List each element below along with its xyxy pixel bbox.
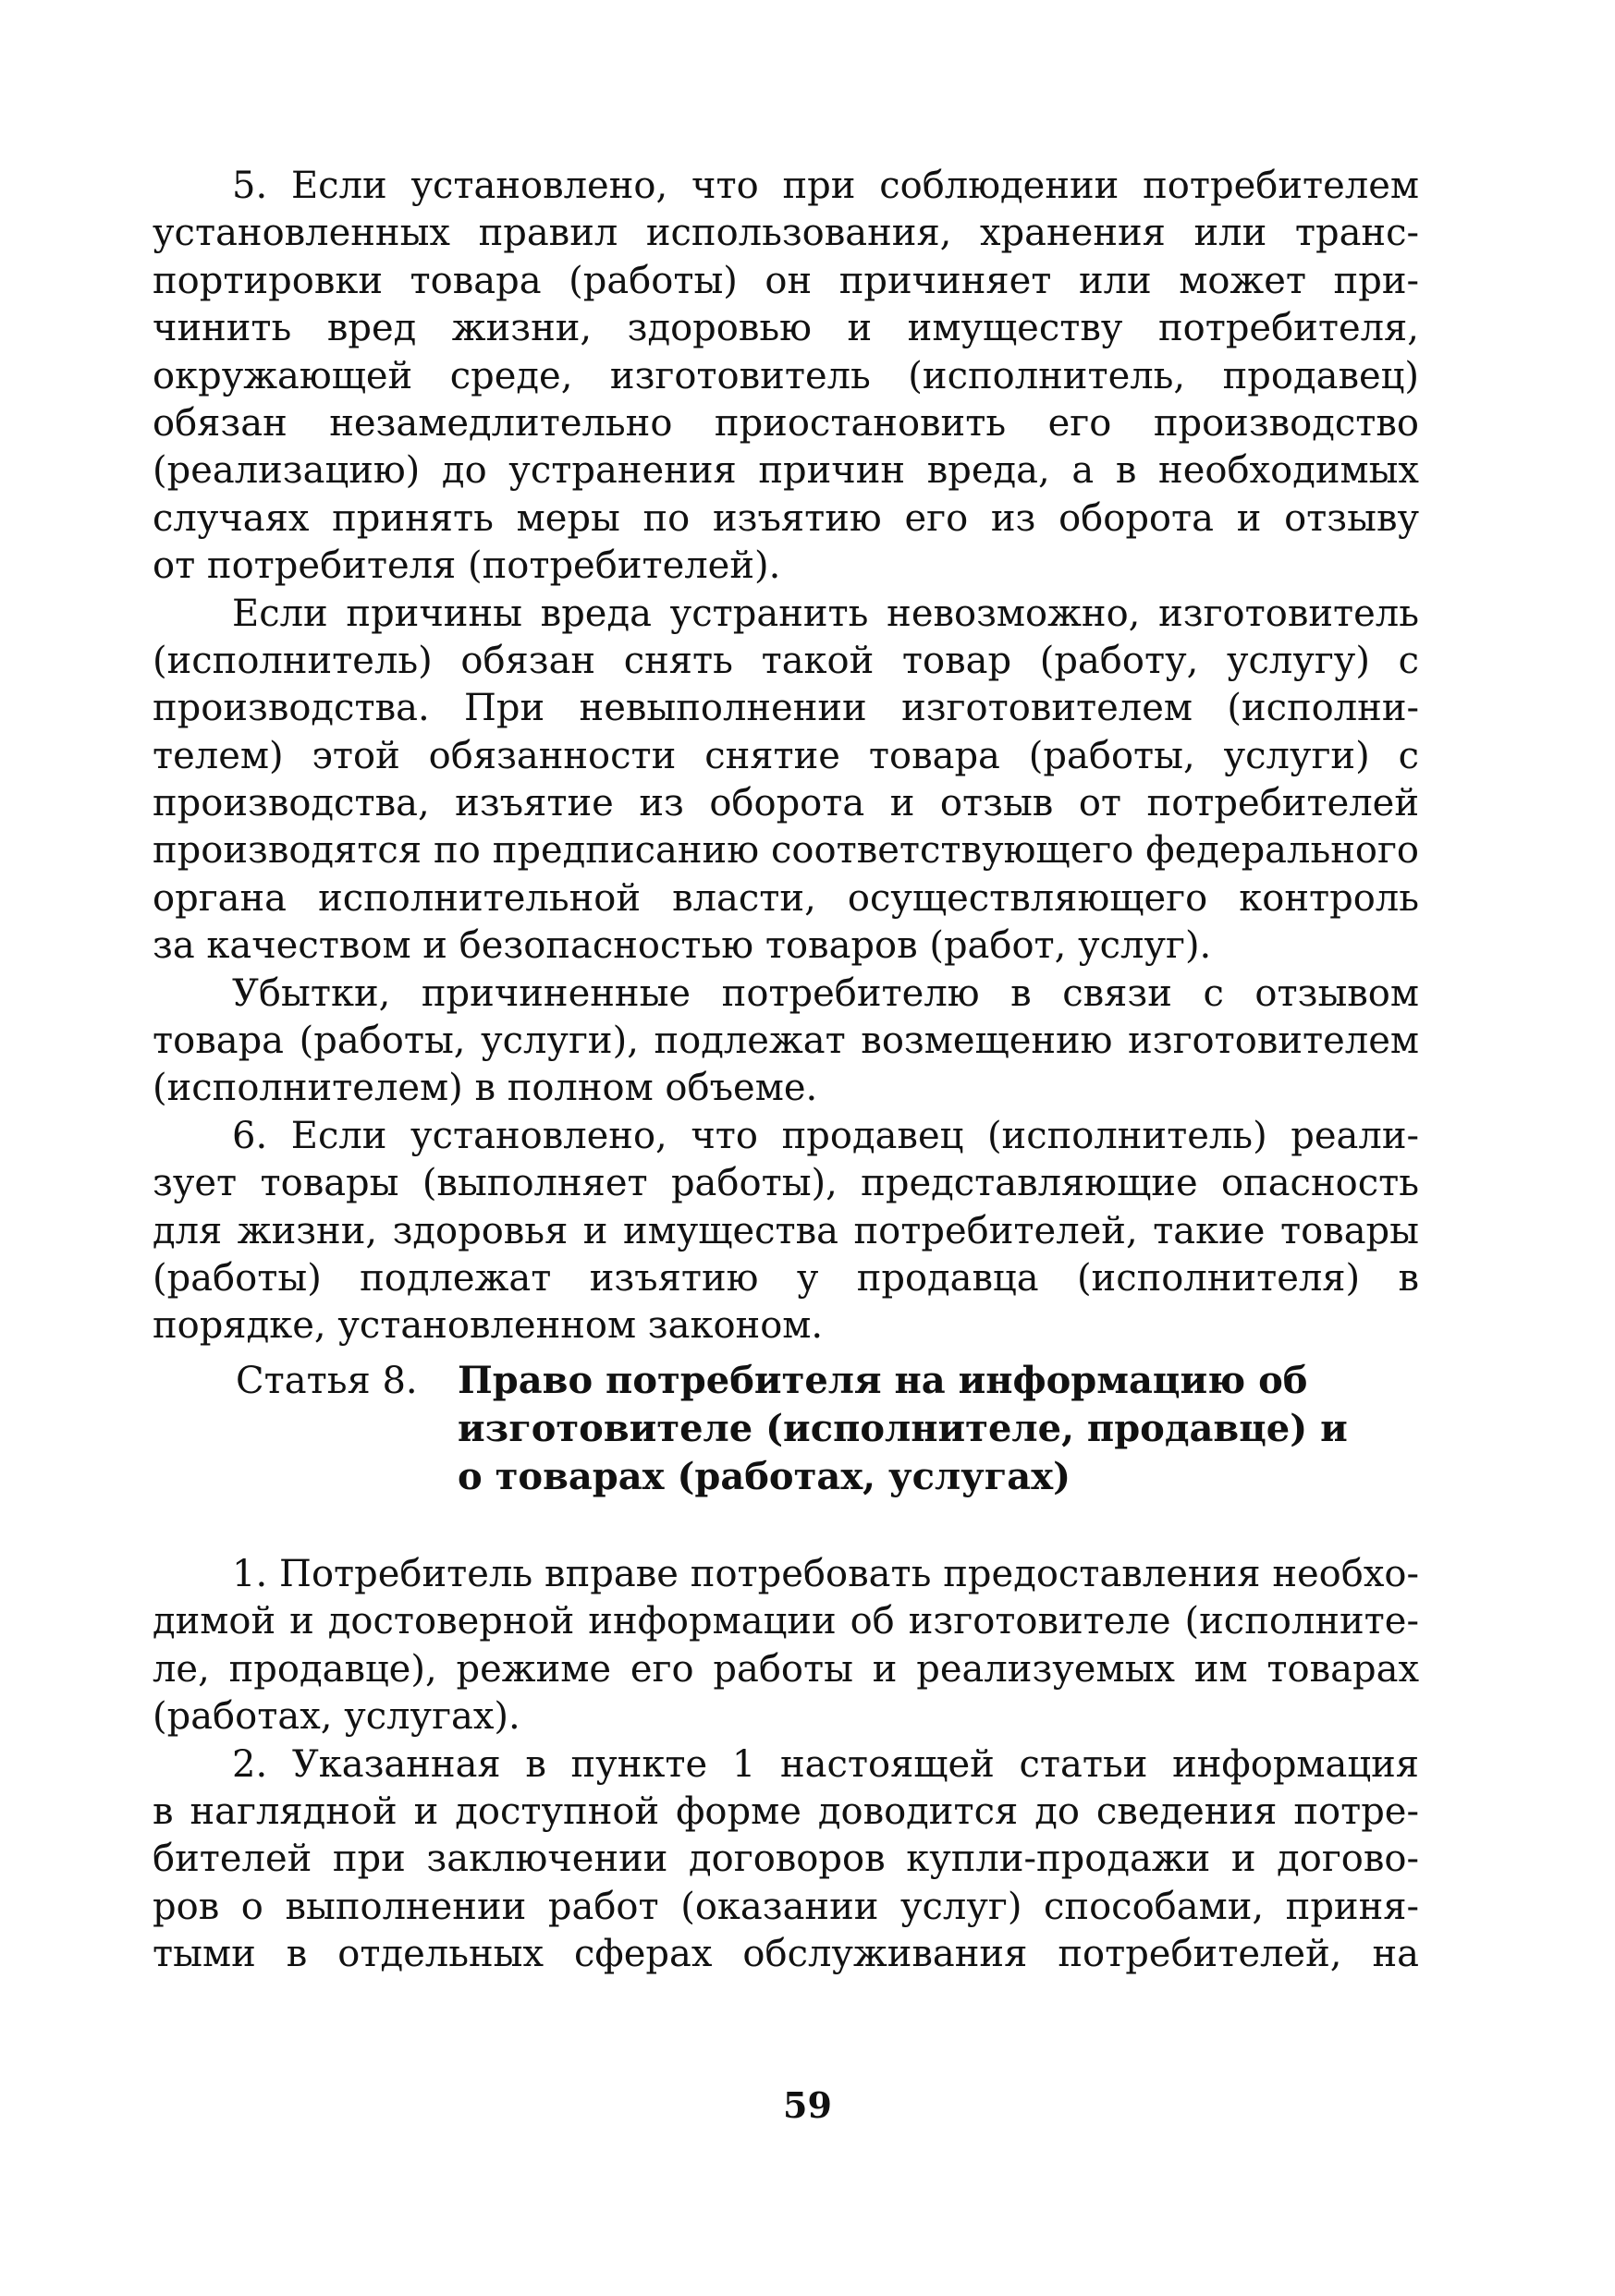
text-line: Убытки, причиненные потребителю в связи с отзывом: [232, 971, 1419, 1015]
text-line: от потребителя (потребителей).: [153, 544, 781, 588]
text-line: (работах, услугах).: [153, 1695, 520, 1739]
text-line: порядке, установленном законом.: [153, 1304, 824, 1348]
text-line: портировки товара (работы) он причиняет или может при-: [153, 259, 1419, 302]
text-line: димой и достоверной информации об изготовителе (исполните-: [153, 1600, 1419, 1643]
text-block-section-8: [153, 1551, 1419, 1979]
text-line: 1. Потребитель вправе потребовать предоставления необхо-: [232, 1553, 1419, 1595]
text-line: (работы) подлежат изъятию у продавца (исполнителя) в: [153, 1256, 1419, 1300]
text-line: (исполнителем) в полном объеме.: [153, 1067, 818, 1110]
text-line: случаях принять меры по изъятию его из оборота и отзыву: [153, 496, 1419, 540]
text-line: обязан незамедлительно приостановить его производство: [153, 401, 1419, 445]
article-title-line: о товарах (работах, услугах): [458, 1455, 1071, 1498]
page-number: 59: [783, 2084, 832, 2126]
text-line: товара (работы, услуги), подлежат возмещению изготовителем: [153, 1020, 1419, 1063]
text-line: для жизни, здоровья и имущества потребителей, такие товары: [153, 1209, 1419, 1252]
text-line: ров о выполнении работ (оказании услуг) способами, приня-: [153, 1885, 1419, 1928]
text-line: органа исполнительной власти, осуществляющего контроль: [153, 876, 1419, 920]
text-line: (исполнитель) обязан снять такой товар (работу, услугу) с: [153, 639, 1419, 682]
article-number: Статья 8.: [236, 1360, 418, 1402]
text-line: бителей при заключении договоров купли-продажи и догово-: [153, 1838, 1419, 1881]
text-line: установленных правил использования, хранения или транс-: [153, 212, 1419, 255]
text-line: 2. Указанная в пункте 1 настоящей статьи информация: [232, 1742, 1419, 1786]
text-line: 5. Если установлено, что при соблюдении потребителем: [232, 165, 1419, 207]
text-line: окружающей среде, изготовитель (исполнитель, продавец): [153, 354, 1419, 397]
article-title-line: Право потребителя на информацию об: [458, 1359, 1308, 1402]
text-line: производства, изъятие из оборота и отзыв от потребителей: [153, 782, 1419, 825]
text-line: зует товары (выполняет работы), представляющие опасность: [153, 1162, 1419, 1205]
article-title-line: изготовителе (исполнителе, продавце) и: [458, 1407, 1348, 1450]
text-block-section-7: [153, 163, 1419, 1350]
article-title: [458, 1357, 1348, 1501]
text-line: производятся по предписанию соответствующего федерального: [153, 829, 1419, 873]
text-line: в наглядной и доступной форме доводится до сведения потре-: [153, 1789, 1419, 1833]
text-line: Если причины вреда устранить невозможно, изготовитель: [232, 592, 1419, 635]
text-line: ле, продавце), режиме его работы и реализуемых им товарах: [153, 1647, 1419, 1691]
text-line: тыми в отдельных сферах обслуживания потребителей, на: [153, 1933, 1419, 1976]
text-line: за качеством и безопасностью товаров (работ, услуг).: [153, 924, 1212, 968]
text-line: 6. Если установлено, что продавец (исполнитель) реали-: [232, 1114, 1419, 1157]
text-line: производства. При невыполнении изготовителем (исполни-: [153, 687, 1419, 730]
text-line: (реализацию) до устранения причин вреда, а в необходимых: [153, 449, 1419, 493]
text-line: чинить вред жизни, здоровью и имуществу потребителя,: [153, 307, 1419, 350]
text-line: телем) этой обязанности снятие товара (работы, услуги) с: [153, 734, 1419, 777]
